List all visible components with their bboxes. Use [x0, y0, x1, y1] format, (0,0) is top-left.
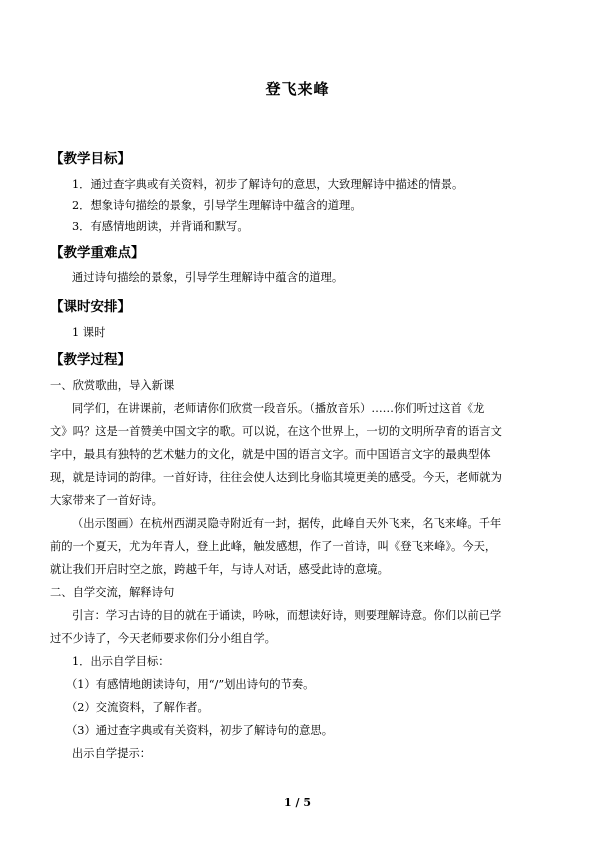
key-points-text: 通过诗句描绘的景象，引导学生理解诗中蕴含的道理。 — [72, 271, 344, 284]
goal-item-1: 1．通过查字典或有关资料，初步了解诗句的意思，大致理解诗中描述的情景。 — [72, 178, 464, 191]
goals-heading: 【教学目标】 — [50, 151, 131, 167]
goal-item-2: 2．想象诗句描绘的景象，引导学生理解诗中蕴含的道理。 — [72, 199, 362, 212]
sub-item-2: （2）交流资料，了解作者。 — [66, 701, 209, 714]
paragraph-line: 字中，最具有独特的艺术魅力的文化，就是中国的语言文字。而中国语言文字的最典型体 — [50, 448, 491, 461]
schedule-text: 1 课时 — [72, 326, 106, 339]
paragraph-line: 前的一个夏天，尤为年青人，登上此峰，触发感想，作了一首诗，叫《登飞来峰》。今天， — [50, 540, 497, 553]
paragraph-line: 文》吗？这是一首赞美中国文字的歌。可以说，在这个世界上，一切的文明所孕育的语言文 — [50, 425, 502, 438]
page-number: 1 / 5 — [284, 796, 311, 809]
step-1: 1．出示自学目标： — [72, 655, 170, 668]
part2-title: 二、自学交流，解释诗句 — [50, 586, 175, 599]
hint-text: 出示自学提示： — [72, 747, 152, 760]
part1-title: 一、欣赏歌曲，导入新课 — [50, 379, 175, 392]
sub-item-1: （1）有感情地朗读诗句，用“/”划出诗句的节奏。 — [66, 678, 315, 691]
paragraph-line: 大家带来了一首好诗。 — [50, 494, 163, 507]
page-title: 登飞来峰 — [265, 80, 330, 98]
process-heading: 【教学过程】 — [50, 352, 131, 368]
goal-item-3: 3．有感情地朗读，并背诵和默写。 — [72, 220, 249, 233]
key-points-heading: 【教学重难点】 — [50, 245, 145, 261]
paragraph-line: （出示图画）在杭州西湖灵隐寺附近有一封，据传，此峰自天外飞来，名飞来峰。千年 — [72, 517, 502, 530]
paragraph-line: 同学们，在讲课前，老师请你们欣赏一段音乐。（播放音乐）……你们听过这首《龙 — [72, 402, 485, 415]
schedule-heading: 【课时安排】 — [50, 299, 131, 315]
paragraph-line: 引言：学习古诗的目的就在于诵读，吟咏，而想读好诗，则要理解诗意。你们以前已学 — [72, 609, 502, 622]
paragraph-line: 现，就是诗词的韵律。一首好诗，往往会使人达到比身临其境更美的感受。今天，老师就为 — [50, 471, 502, 484]
paragraph-line: 过不少诗了，今天老师要求你们分小组自学。 — [50, 632, 276, 645]
paragraph-line: 就让我们开启时空之旅，跨越千年，与诗人对话，感受此诗的意境。 — [50, 563, 389, 576]
sub-item-3: （3）通过查字典或有关资料，初步了解诗句的意思。 — [66, 724, 334, 737]
